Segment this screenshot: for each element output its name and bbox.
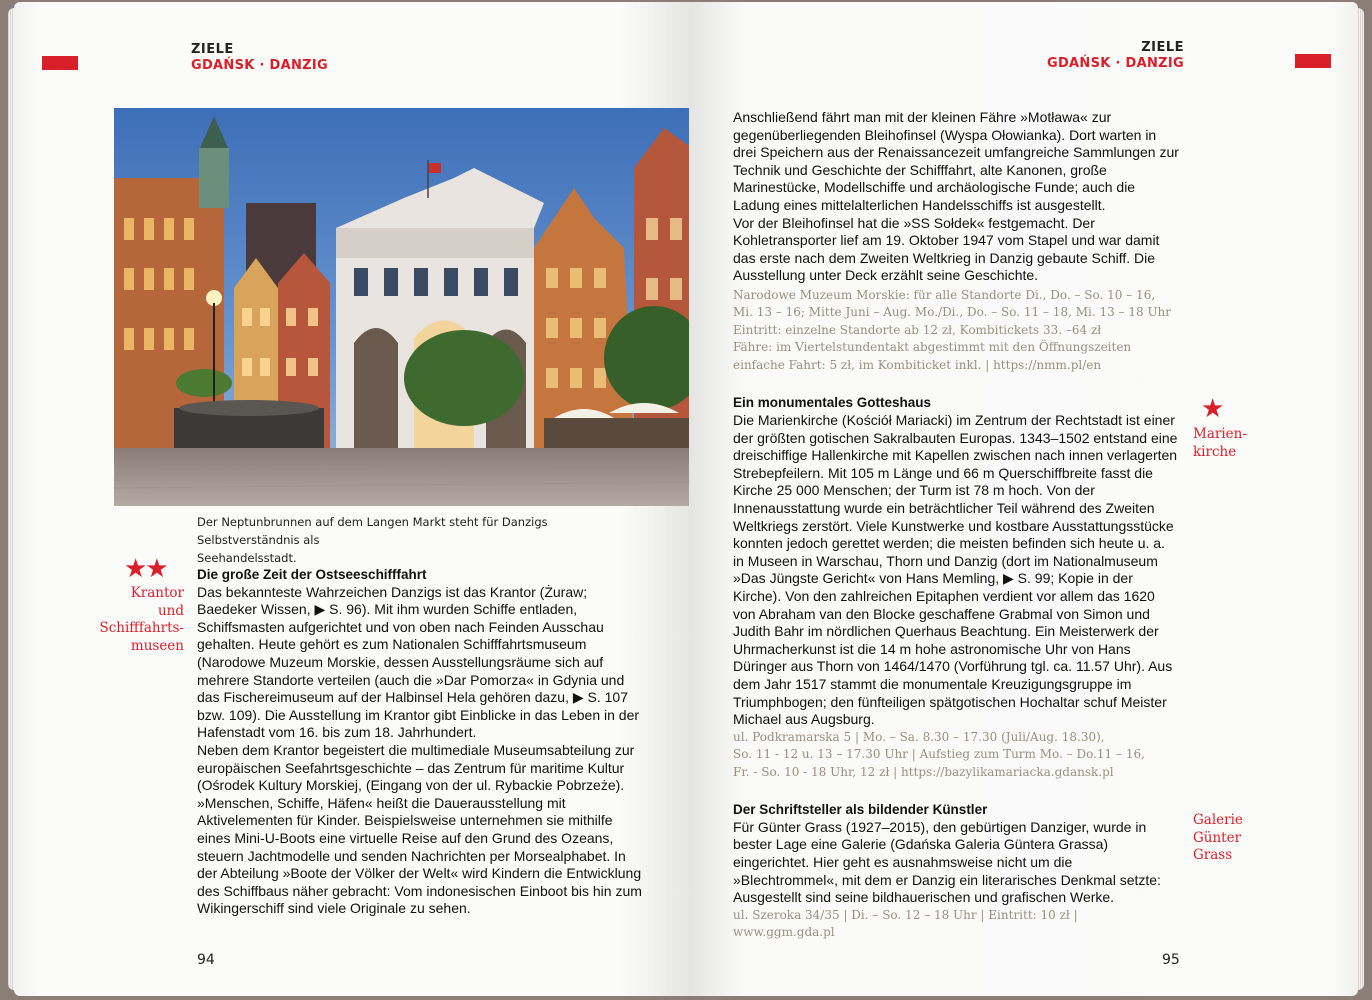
paragraph: Die Marienkirche (Kościół Mariacki) im Zentrum der Rechtstadt ist einer der größten gotischen Sakralbauten Europas. 1343–1502 entstand eine dreischiffige Hallenkirche mit Kapellen zwischen nach innen verlagerten Strebepfeilern. Mit 105 m Länge und 66 m Querschiffbreite fasst die Kirche 25 000 Menschen; der Turm ist 78 m hoch. Von der Innenausstattung wurde ein beträchtlicher Teil während des Zweiten Weltkriegs zerstört. Viele Kunstwerke und kostbare Ausstattungsstücke konnten jedoch gerettet werden; die meisten befinden sich heute u. a. in Museen in Warschau, Thorn und Danzig (dort im Nationalmuseum »Das Jüngste Gericht« von Hans Memling, ▶ S. 99; Kopie in der Kirche). Von den zahlreichen Epitaphen verdient vor allem das 1620 von Abraham van den Blocke geschaffene Grabmal von Simon und Judith Bahr im nördlichen Querhaus Beachtung. Ein Meisterwerk der Uhrmacherkunst ist die 14 m hohe astronomische Uhr von Hans Düringer aus Thorn von 1464/1470 (Vorführung tgl. ca. 11.57 Uhr). Aus dem Jahr 1517 stammt die monumentale Kreuzigungsgruppe im Triumphbogen; den fünfteiligen spätgotischen Hochaltar schuf Meister Michael aus Augsburg.	[733, 412, 1178, 728]
info-block-church	[733, 729, 1179, 782]
left-page	[14, 2, 689, 996]
paragraph: Vor der Bleihofinsel hat die »SS Sołdek« festgemacht. Der Kohletransporter lief am 19. Oktober 1947 vom Stapel und war damit das erste nach dem Zweiten Weltkrieg in Danzig gebaute Schiff. Die Ausstellung unter Deck erzählt seine Geschichte.	[733, 214, 1160, 284]
header-section: ZIELE	[1141, 40, 1184, 55]
info-line: Narodowe Muzeum Morskie: für alle Standorte Di., Do. – So. 10 – 16,	[733, 287, 1156, 302]
info-line: ul. Szeroka 34/35 | Di. – So. 12 – 18 Uhr | Eintritt: 10 zł | www.ggm.gda.pl	[733, 907, 1078, 940]
header-section: ZIELE	[191, 42, 234, 57]
page-number: 95	[1162, 952, 1180, 968]
paragraph: Neben dem Krantor begeistert die multimediale Museumsabteilung zur europäischen Seefahrtsgeschichte – das Zentrum für maritime Kultur (Ośrodek Kultury Morskiej, (Eingang von der ul. Rybackie Pobrzeże). »Menschen, Schiffe, Häfen« heißt die Dauerausstellung mit Aktivelementen für Kinder. Beispielsweise unternehmen sie mithilfe eines Mini-U-Boots eine virtuelle Reise auf den Grund des Ozeans, steuern Jachtmodelle und senden Nachrichten per Morsealphabet. In der Abteilung »Boote der Völker der Welt« wird Kindern die Entwicklung des Schiffbaus näher gebracht: Vom indonesischen Einboot bis hin zum Wikingerschiff sind viele Originale zu sehen.	[197, 741, 642, 917]
info-block-museum	[733, 287, 1179, 375]
section-title: Ein monumentales Gotteshaus	[733, 395, 932, 411]
star-rating-icon: ★	[1201, 394, 1223, 424]
gdansk-long-market-photo	[114, 108, 689, 506]
caption-line-2: Seehandelsstadt.	[197, 551, 297, 565]
paragraph: Für Günter Grass (1927–2015), den gebürtigen Danziger, wurde in bester Lage eine Galerie (Gdańska Galeria Güntera Grassa) eingerichtet. Hier geht es ausnahmsweise nicht um die »Blechtrommel«, mit dem er Danzig ein literarisches Denkmal setzte: Ausgestellt sind seine bildhauerischen und grafischen Werke.	[733, 818, 1161, 906]
two-star-rating-icon: ★★	[124, 554, 167, 584]
info-line: einfache Fahrt: 5 zł, im Kombiticket inkl. | https://nmm.pl/en	[733, 357, 1102, 372]
section-title: Der Schriftsteller als bildender Künstler	[733, 802, 988, 818]
right-text-column	[733, 109, 1179, 942]
open-book	[8, 2, 1364, 996]
margin-note-line: Schifffahrts-	[99, 620, 184, 636]
paragraph: Das bekannteste Wahrzeichen Danzigs ist das Krantor (Żuraw; Baedeker Wissen, ▶ S. 96). Mit ihm wurden Schiffe entladen, Schiffsmasten aufgerichtet und von oben nach Feinden Ausschau gehalten. Heute gehört es zum Nationalen Schifffahrtsmuseum (Narodowe Muzeum Morskie, dessen Ausstellungsräume sich auf mehrere Standorte verteilen (auch die »Dar Pomorza« in Gdynia und das Fischereimuseum auf der Halbinsel Hela gehören dazu, ▶ S. 107 bzw. 109). Die Ausstellung im Krantor gibt Einblicke in das Leben in der Hafenstadt vom 16. bis zum 18. Jahrhundert.	[197, 583, 640, 741]
info-line: Fähre: im Viertelstundentakt abgestimmt mit den Öffnungszeiten	[733, 340, 1132, 355]
page-number: 94	[197, 952, 215, 968]
info-line: Eintritt: einzelne Standorte ab 12 zł, Kombitickets 33. –64 zł	[733, 322, 1102, 337]
header-city: GDAŃSK · DANZIG	[191, 58, 328, 73]
info-line: Mi. 13 – 16; Mitte Juni – Aug. Mo./Di., Do. – So. 11 – 18, Mi. 13 – 18 Uhr	[733, 305, 1172, 320]
chapter-tab-marker	[42, 56, 78, 70]
margin-note-line: Grass	[1193, 847, 1233, 863]
margin-note-line: kirche	[1193, 443, 1237, 460]
margin-note-line: museen	[130, 637, 184, 654]
left-text-column	[197, 566, 647, 918]
margin-note-galerie	[1193, 812, 1243, 865]
info-line: So. 11 - 12 u. 13 – 17.30 Uhr | Aufstieg zum Turm Mo. – Do.11 – 16,	[733, 747, 1145, 762]
running-header	[1029, 40, 1184, 72]
running-header	[191, 42, 328, 74]
caption-line-1: Der Neptunbrunnen auf dem Langen Markt steht für Danzigs Selbstverständnis als	[197, 515, 548, 547]
photo-illustration	[114, 108, 689, 506]
header-city: GDAŃSK · DANZIG	[1047, 56, 1184, 71]
section-title: Die große Zeit der Ostseeschifffahrt	[197, 567, 427, 582]
info-line: ul. Podkramarska 5 | Mo. – Sa. 8.30 – 17.30 (Juli/Aug. 18.30),	[733, 729, 1105, 744]
margin-note-line: Galerie	[1193, 812, 1243, 828]
margin-note-krantor	[98, 585, 184, 655]
photo-caption	[197, 513, 647, 567]
margin-note-marienkirche	[1193, 426, 1247, 461]
chapter-tab-marker	[1295, 54, 1331, 68]
margin-note-line: Marien-	[1193, 426, 1247, 442]
info-line: Fr. - So. 10 - 18 Uhr, 12 zł | https://bazylikamariacka.gdansk.pl	[733, 764, 1114, 779]
right-page	[689, 2, 1358, 996]
margin-note-line: Günter	[1193, 829, 1242, 846]
margin-note-line: und	[157, 602, 184, 619]
paragraph: Anschließend fährt man mit der kleinen Fähre »Motława« zur gegenüberliegenden Bleihofinsel (Wyspa Ołowianka). Dort warten in drei Speichern aus der Renaissancezeit umfangreiche Sammlungen zur Technik und Geschichte der Schifffahrt, alte Kanonen, große Marinestücke, Modellschiffe und archäologische Funde; auch die Ladung eines mittelalterlichen Handelsschiffs ist ausgestellt.	[733, 109, 1179, 213]
margin-note-line: Krantor	[130, 585, 184, 601]
